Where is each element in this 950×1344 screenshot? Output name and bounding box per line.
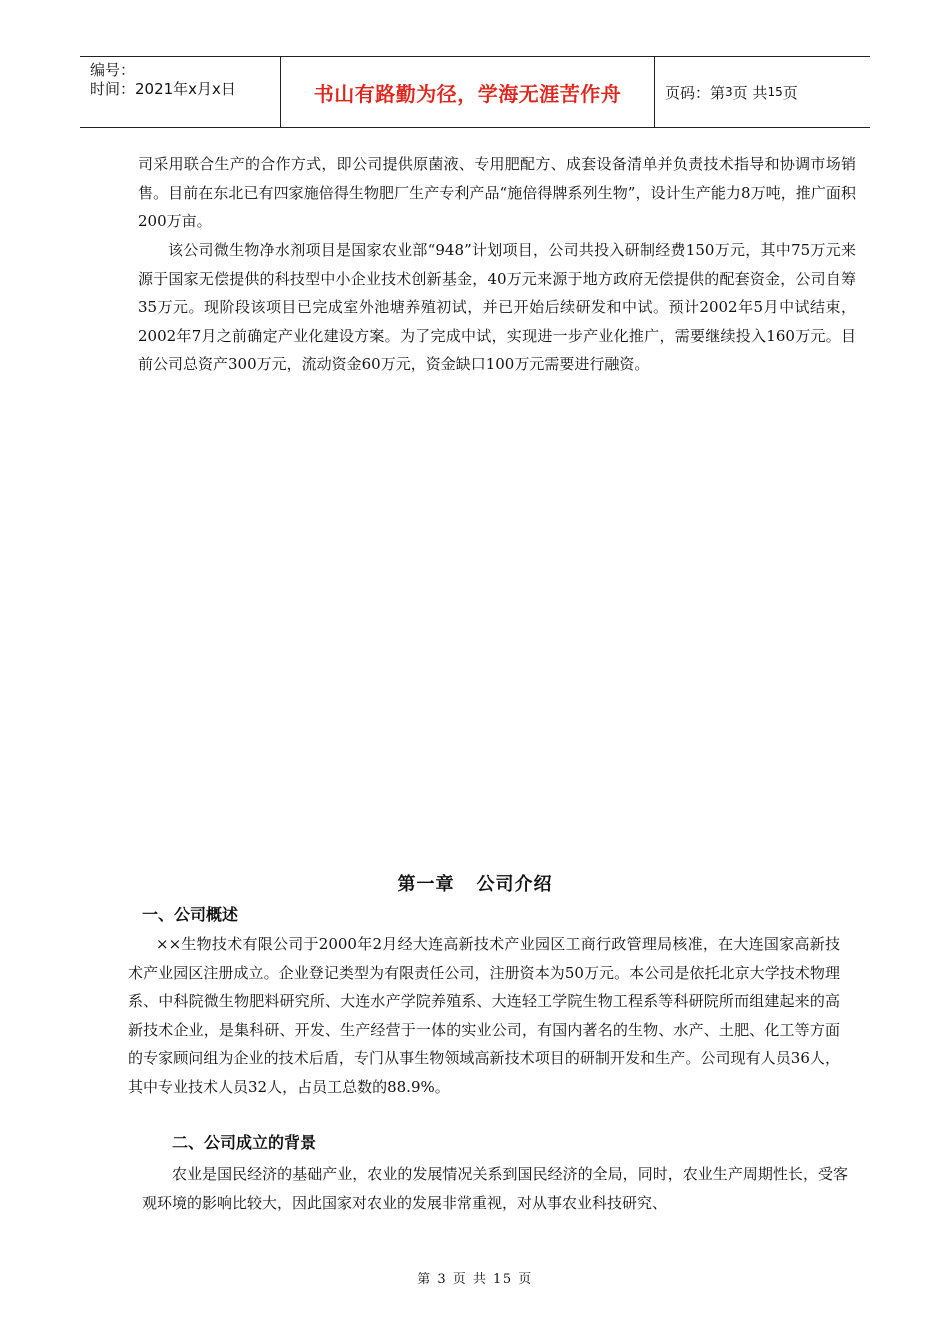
header-page-info <box>655 57 870 127</box>
section-1-paragraph <box>128 930 840 1101</box>
chapter-title: 公司介绍 <box>476 874 553 895</box>
page-end: 页 <box>782 83 798 102</box>
document-header <box>80 56 870 128</box>
header-motto: 书山有路勤为径，学海无涯苦作舟 <box>281 57 655 127</box>
section-2-heading: 二、公司成立的背景 <box>172 1133 317 1152</box>
number-label: 编号： <box>90 61 136 79</box>
chapter-heading <box>0 870 950 896</box>
page-mid: 页 共 <box>732 83 768 102</box>
page-label: 页码：第 <box>665 83 726 102</box>
header-meta <box>80 57 281 127</box>
paragraph-2: 该公司微生物净水剂项目是国家农业部“948”计划项目，公司共投入研制经费150万元，其中75万元来源于国家无偿提供的科技型中小企业技术创新基金，40万元来源于地方政府无偿提供的配套资金，公司自筹35万元。现阶段该项目已完成室外池塘养殖初试，并已开始后续研发和中试。预计2002年5月中试结束，2002年7月之前确定产业化建设方案。为了完成中试，实现进一步产业化推广，需要继续投入160万元。目前公司总资产300万元，流动资金60万元，资金缺口100万元需要进行融资。 <box>138 241 856 373</box>
chapter-number: 第一章 <box>397 874 455 895</box>
section-1-text: ××生物技术有限公司于2000年2月经大连高新技术产业园区工商行政管理局核准，在大连国家高新技术产业园区注册成立。企业登记类型为有限责任公司，注册资本为50万元。本公司是依托北京大学技术物理系、中科院微生物肥料研究所、大连水产学院养殖系、大连轻工学院生物工程系等科研院所而组建起来的高新技术企业，是集科研、开发、生产经营于一体的实业公司，有国内著名的生物、水产、土肥、化工等方面的专家顾问组为企业的技术后盾，专门从事生物领域高新技术项目的研制开发和生产。公司现有人员36人，其中专业技术人员32人，占员工总数的88.9%。 <box>128 935 840 1096</box>
page-total: 15 <box>767 85 783 99</box>
paragraph-1: 司采用联合生产的合作方式，即公司提供原菌液、专用肥配方、成套设备清单并负责技术指导和协调市场销售。目前在东北已有四家施倍得生物肥厂生产专利产品“施倍得牌系列生物”，设计生产能力8万吨，推广面积200万亩。 <box>138 155 856 230</box>
time-label: 时间：2021年x月x日 <box>90 80 236 98</box>
page-number: 3 <box>725 85 733 99</box>
section-1-heading: 一、公司概述 <box>142 905 239 924</box>
section-2-paragraph: 农业是国民经济的基础产业，农业的发展情况关系到国民经济的全局，同时，农业生产周期性长，受客观环境的影响比较大，因此国家对农业的发展非常重视，对从事农业科技研究、 <box>142 1165 848 1212</box>
page-footer: 第 3 页 共 15 页 <box>417 1272 533 1287</box>
